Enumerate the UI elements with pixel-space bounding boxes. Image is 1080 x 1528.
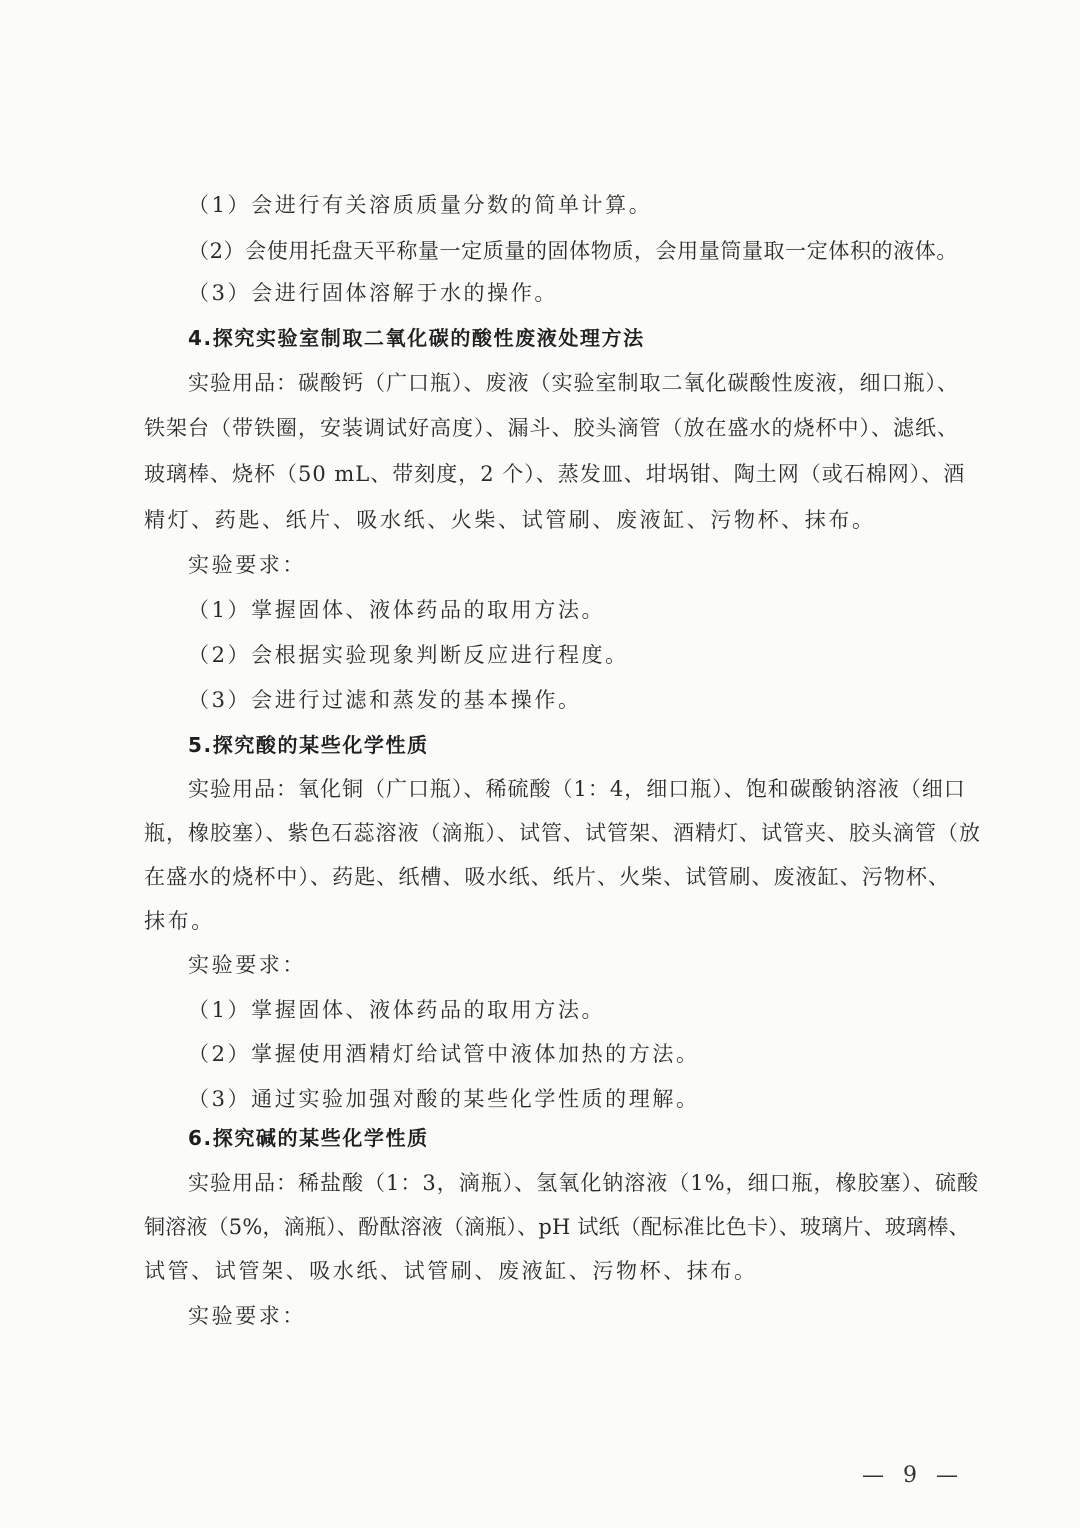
s4-materials-line-3: 玻璃棒、烧杯（50 mL、带刻度，2 个）、蒸发皿、坩埚钳、陶土网（或石棉网）、酒	[144, 462, 966, 486]
s3-requirement-1: （1）会进行有关溶质质量分数的简单计算。	[188, 193, 653, 217]
s5-materials-line-1: 实验用品：氧化铜（广口瓶）、稀硫酸（1：4，细口瓶）、饱和碳酸钠溶液（细口	[188, 777, 966, 801]
s4-requirement-1: （1）掌握固体、液体药品的取用方法。	[188, 598, 606, 622]
s3-requirement-3: （3）会进行固体溶解于水的操作。	[188, 281, 558, 305]
s5-requirement-3: （3）通过实验加强对酸的某些化学性质的理解。	[188, 1087, 700, 1111]
s6-materials-line-1: 实验用品：稀盐酸（1：3，滴瓶）、氢氧化钠溶液（1%，细口瓶，橡胶塞）、硫酸	[188, 1171, 980, 1195]
section-5-title: 5.探究酸的某些化学性质	[188, 733, 429, 757]
s6-materials-line-3: 试管、试管架、吸水纸、试管刷、废液缸、污物杯、抹布。	[144, 1259, 758, 1283]
s5-materials-line-4: 抹布。	[144, 909, 215, 933]
section-6-title: 6.探究碱的某些化学性质	[188, 1126, 429, 1150]
s5-materials-line-2: 瓶，橡胶塞）、紫色石蕊溶液（滴瓶）、试管、试管架、酒精灯、试管夹、胶头滴管（放	[144, 821, 981, 845]
page-number: — 9 —	[862, 1463, 964, 1488]
s4-requirement-3: （3）会进行过滤和蒸发的基本操作。	[188, 688, 582, 712]
s4-requirements-label: 实验要求：	[188, 553, 306, 577]
s4-materials-line-2: 铁架台（带铁圈，安装调试好高度）、漏斗、胶头滴管（放在盛水的烧杯中）、滤纸、	[144, 416, 959, 440]
s5-requirement-2: （2）掌握使用酒精灯给试管中液体加热的方法。	[188, 1042, 700, 1066]
s5-materials-line-3: 在盛水的烧杯中）、药匙、纸槽、吸水纸、纸片、火柴、试管刷、废液缸、污物杯、	[144, 865, 950, 889]
s5-requirements-label: 实验要求：	[188, 953, 306, 977]
s4-requirement-2: （2）会根据实验现象判断反应进行程度。	[188, 643, 629, 667]
s6-materials-line-2: 铜溶液（5%，滴瓶）、酚酞溶液（滴瓶）、pH 试纸（配标准比色卡）、玻璃片、玻璃棒、	[144, 1215, 970, 1239]
s4-materials-line-1: 实验用品：碳酸钙（广口瓶）、废液（实验室制取二氧化碳酸性废液，细口瓶）、	[188, 371, 959, 395]
s3-requirement-2: （2）会使用托盘天平称量一定质量的固体物质，会用量筒量取一定体积的液体。	[188, 239, 958, 263]
s6-requirements-label: 实验要求：	[188, 1304, 306, 1328]
section-4-title: 4.探究实验室制取二氧化碳的酸性废液处理方法	[188, 326, 645, 350]
s5-requirement-1: （1）掌握固体、液体药品的取用方法。	[188, 998, 606, 1022]
s4-materials-line-4: 精灯、药匙、纸片、吸水纸、火柴、试管刷、废液缸、污物杯、抹布。	[144, 508, 876, 532]
